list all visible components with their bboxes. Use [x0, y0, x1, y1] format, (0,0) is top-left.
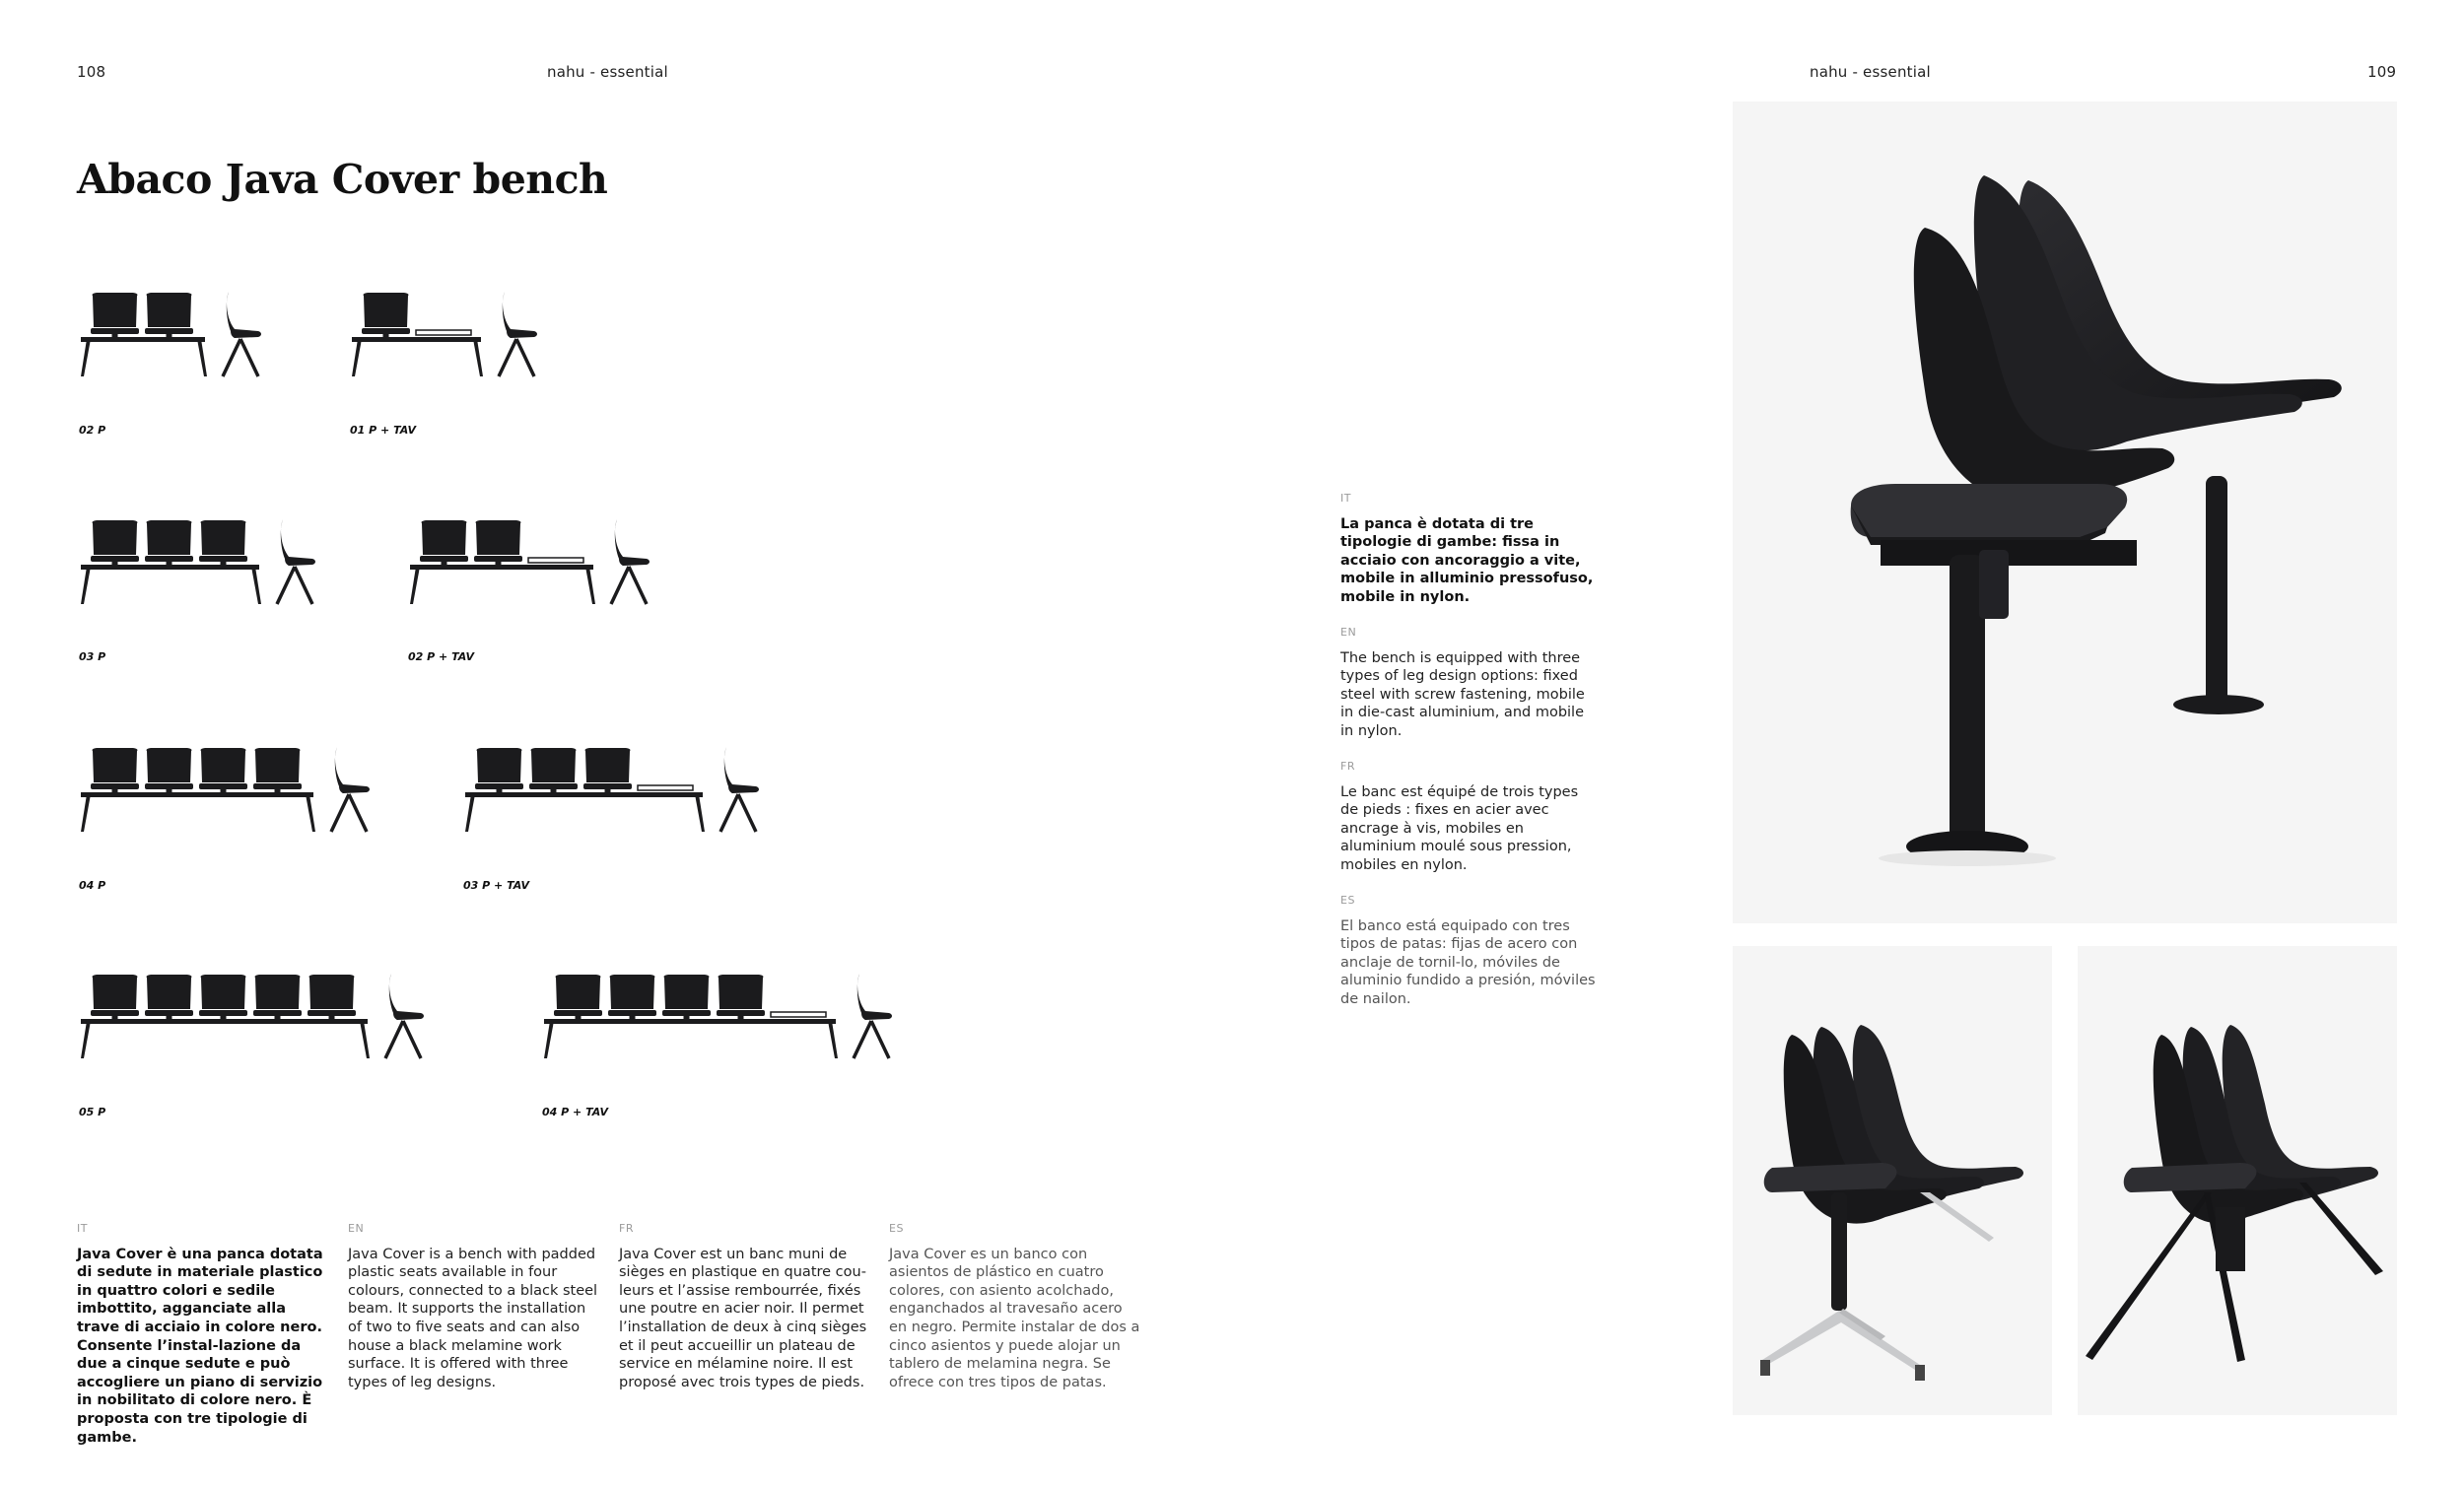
bench-leg	[81, 1021, 91, 1058]
legs-text-en	[1340, 624, 1599, 741]
seat-back	[255, 748, 301, 782]
side-view-legs	[223, 339, 258, 376]
config-02p-tav	[408, 519, 654, 610]
seat-cushion	[145, 556, 193, 562]
bench-leg	[473, 339, 483, 376]
bench-photo-illustration	[1733, 102, 2397, 923]
seat-cushion	[199, 1010, 247, 1016]
seat-back	[477, 748, 522, 782]
lang-label: ES	[889, 1222, 904, 1235]
bench-beam	[465, 792, 703, 797]
bench-leg	[352, 339, 362, 376]
bench-leg	[81, 794, 91, 832]
bench-leg	[465, 794, 475, 832]
bench-diagram	[79, 519, 320, 610]
seat-back	[309, 975, 355, 1009]
seat-cushion	[308, 1010, 356, 1016]
legs-text: Le banc est équipé de trois types de pieds : fixes en acier avec ancrage à vis, mobiles en aluminium moulé sous pression, mobiles en nylon.	[1340, 783, 1579, 873]
seat-back	[422, 520, 467, 555]
config-code: 04 P + TAV	[542, 1106, 609, 1118]
description-es	[889, 1220, 1141, 1391]
seat-back	[255, 975, 301, 1009]
seat-back	[93, 748, 138, 782]
seat-cushion	[474, 556, 522, 562]
legs-text-it	[1340, 490, 1599, 607]
config-code: 01 P + TAV	[350, 424, 417, 437]
bench-diagram	[408, 519, 654, 610]
description-en	[348, 1220, 600, 1391]
config-code: 02 P	[79, 424, 106, 437]
bench-aluminium-illustration	[1733, 946, 2052, 1415]
bench-leg	[695, 794, 705, 832]
seat-cushion	[91, 1010, 139, 1016]
seat-cushion	[145, 328, 193, 334]
work-table	[771, 1012, 826, 1017]
bench-leg	[828, 1021, 838, 1058]
lang-label: IT	[1340, 492, 1351, 505]
seat-back	[664, 975, 710, 1009]
description-it	[77, 1220, 329, 1447]
seat-cushion	[420, 556, 468, 562]
seat-cushion	[145, 1010, 193, 1016]
bench-leg	[251, 567, 261, 604]
lang-label: FR	[1340, 760, 1355, 773]
bench-diagram	[79, 974, 429, 1064]
bench-beam	[81, 337, 205, 342]
seat-cushion	[554, 1010, 602, 1016]
side-view-legs	[277, 567, 312, 604]
left-page-number: 108	[77, 63, 106, 81]
config-01p-tav	[350, 292, 542, 382]
seat-cushion	[583, 783, 632, 789]
bench-beam	[410, 565, 593, 570]
bench-leg	[410, 567, 420, 604]
side-view-legs	[331, 794, 367, 832]
product-photo-main	[1733, 102, 2397, 923]
bench-leg	[544, 1021, 554, 1058]
seat-back	[93, 520, 138, 555]
seat-cushion	[145, 783, 193, 789]
seat-back	[719, 975, 764, 1009]
side-view-seat	[857, 974, 892, 1020]
seat-cushion	[253, 783, 302, 789]
bench-diagram	[79, 292, 266, 382]
seat-cushion	[199, 783, 247, 789]
seat-cushion	[91, 783, 139, 789]
side-view-legs	[499, 339, 534, 376]
bench-leg	[360, 1021, 370, 1058]
description-text: Java Cover è una panca dotata di sedute in materiale plastico in quattro colori e sedile imbottito, agganciate alla trave di acciaio in colore nero. Consente l’instal-lazione da due a cinque sedute e può accogliere un piano di servizio in nobilitato di colore nero. È proposta con tre tipologie di gambe.	[77, 1246, 323, 1446]
legs-text-fr	[1340, 758, 1599, 875]
seat-cushion	[91, 328, 139, 334]
seat-back	[93, 293, 138, 327]
side-view-legs	[385, 1021, 421, 1058]
seat-back	[476, 520, 521, 555]
bench-leg	[585, 567, 595, 604]
config-code: 04 P	[79, 879, 106, 892]
bench-leg	[81, 567, 91, 604]
lang-label: FR	[619, 1222, 634, 1235]
lang-label: EN	[1340, 626, 1357, 639]
lang-label: ES	[1340, 894, 1355, 907]
right-running-title: nahu - essential	[1810, 63, 1931, 81]
lang-label: IT	[77, 1222, 88, 1235]
description-fr	[619, 1220, 871, 1391]
left-running-title: nahu - essential	[547, 63, 668, 81]
work-table	[416, 330, 471, 335]
config-04p-tav	[542, 974, 897, 1064]
legs-text: La panca è dotata di tre tipologie di gambe: fissa in acciaio con ancoraggio a vite, mobile in alluminio pressofuso, mobile in nylon.	[1340, 515, 1594, 605]
seat-cushion	[253, 1010, 302, 1016]
description-text: Java Cover est un banc muni de sièges en plastique en quatre cou-leurs et l’assise rembourrée, fixés une poutre en acier noir. Il permet l’installation de deux à cinq sièges et il peut accueillir un plateau de service en mélamine noire. Il est proposé avec trois types de pieds.	[619, 1246, 867, 1390]
seat-back	[201, 975, 246, 1009]
bench-beam	[81, 792, 313, 797]
side-view-seat	[227, 292, 261, 338]
config-03p	[79, 519, 320, 610]
bench-beam	[81, 1019, 368, 1024]
config-04p	[79, 747, 375, 838]
work-table	[528, 558, 583, 563]
bench-leg	[81, 339, 91, 376]
work-table	[638, 785, 693, 790]
config-code: 05 P	[79, 1106, 106, 1118]
bench-beam	[81, 565, 259, 570]
seat-cushion	[91, 556, 139, 562]
side-view-legs	[720, 794, 756, 832]
seat-back	[531, 748, 577, 782]
lang-label: EN	[348, 1222, 365, 1235]
side-view-seat	[503, 292, 537, 338]
bench-nylon-illustration	[2078, 946, 2397, 1415]
seat-cushion	[475, 783, 523, 789]
seat-cushion	[662, 1010, 711, 1016]
bench-diagram	[350, 292, 542, 382]
seat-back	[201, 520, 246, 555]
config-code: 03 P	[79, 650, 106, 663]
config-02p	[79, 292, 266, 382]
bench-beam	[352, 337, 481, 342]
side-view-legs	[854, 1021, 889, 1058]
seat-cushion	[717, 1010, 765, 1016]
config-05p	[79, 974, 429, 1064]
config-code: 02 P + TAV	[408, 650, 475, 663]
product-photo-aluminium-legs	[1733, 946, 2052, 1415]
side-view-seat	[281, 519, 315, 566]
bench-diagram	[463, 747, 764, 838]
seat-back	[147, 748, 192, 782]
seat-back	[147, 975, 192, 1009]
bench-diagram	[542, 974, 897, 1064]
legs-text-es	[1340, 892, 1599, 1009]
seat-back	[610, 975, 655, 1009]
bench-leg	[306, 794, 315, 832]
seat-back	[556, 975, 601, 1009]
side-view-legs	[611, 567, 647, 604]
legs-text: The bench is equipped with three types of leg design options: fixed steel with screw fastening, mobile in die-cast aluminium, and mobile in nylon.	[1340, 649, 1585, 739]
seat-cushion	[608, 1010, 656, 1016]
side-view-seat	[615, 519, 650, 566]
seat-cushion	[199, 556, 247, 562]
description-text: Java Cover is a bench with padded plastic seats available in four colours, connected to a black steel beam. It supports the installation of two to five seats and can also house a black melamine work surface. It is offered with three types of leg designs.	[348, 1246, 598, 1390]
bench-leg	[197, 339, 207, 376]
product-photo-nylon-legs	[2078, 946, 2397, 1415]
side-view-seat	[335, 747, 370, 793]
legs-text: El banco está equipado con tres tipos de patas: fijas de acero con anclaje de tornil-lo, móviles de aluminio fundido a presión, móviles de nailon.	[1340, 917, 1596, 1007]
seat-back	[585, 748, 631, 782]
bench-beam	[544, 1019, 836, 1024]
seat-back	[147, 520, 192, 555]
config-03p-tav	[463, 747, 764, 838]
config-code: 03 P + TAV	[463, 879, 530, 892]
seat-back	[201, 748, 246, 782]
page-title: Abaco Java Cover bench	[77, 156, 608, 203]
seat-cushion	[529, 783, 578, 789]
seat-back	[93, 975, 138, 1009]
right-page-number: 109	[2367, 63, 2397, 81]
seat-cushion	[362, 328, 410, 334]
description-text: Java Cover es un banco con asientos de plástico en cuatro colores, con asiento acolchado, enganchados al travesaño acero en negro. Permite instalar de dos a cinco asientos y puede alojar un tablero de melamina negra. Se ofrece con tres tipos de patas.	[889, 1246, 1140, 1390]
seat-back	[364, 293, 409, 327]
side-view-seat	[724, 747, 759, 793]
bench-diagram	[79, 747, 375, 838]
seat-back	[147, 293, 192, 327]
side-view-seat	[389, 974, 424, 1020]
